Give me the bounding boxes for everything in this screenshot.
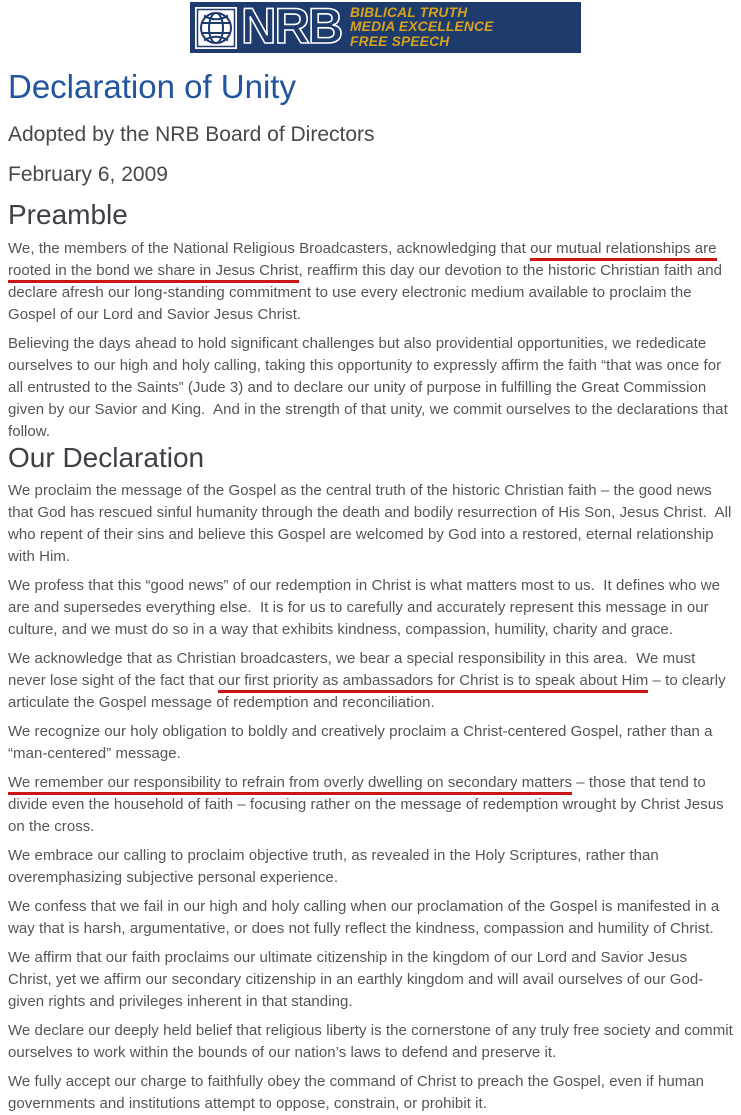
nrb-logo: [190, 2, 581, 53]
red-underlined-phrase: our mutual relationships are rooted in the bond we share in Jesus Christ: [8, 240, 717, 283]
text-run: , reaffirm this day our devotion to the historic Christian faith and declare afresh our long-standing commitment to use every electronic medium available to proclaim the Gospel of our Lord and Savior Jesus Christ.: [8, 262, 722, 323]
paragraph: [8, 333, 733, 443]
text-run: We recognize our holy obligation to boldly and creatively proclaim a Christ-centered Gospel, rather than a “man-centered” message.: [8, 723, 713, 762]
paragraph: [8, 845, 733, 889]
document-body: [8, 199, 733, 1115]
text-run: We fully accept our charge to faithfully obey the command of Christ to preach the Gospel, even if human governments and institutions attempt to oppose, constrain, or prohibit it.: [8, 1073, 705, 1112]
text-run: Believing the days ahead to hold significant challenges but also providential opportunities, we rededicate ourselves to our high and holy calling, taking this opportunity to expressly affirm the faith “that was once for all entrusted to the Saints” (Jude 3) and to declare our unity of purpose in fulfilling the Great Commission given by our Savior and King. And in the strength of that unity, we commit ourselves to the declarations that follow.: [8, 335, 728, 440]
text-run: We profess that this “good news” of our redemption in Christ is what matters most to us. It defines who we are and supersedes everything else. It is for us to carefully and accurately represent this message in our culture, and we must do so in a way that exhibits kindness, compassion, humility, charity and grace.: [8, 577, 721, 638]
nrb-tagline: [350, 6, 494, 50]
tagline-line-2: MEDIA EXCELLENCE: [350, 19, 494, 35]
red-underlined-phrase: our first priority as ambassadors for Christ is to speak about Him: [218, 672, 648, 693]
paragraph: [8, 238, 733, 326]
paragraph: [8, 772, 733, 838]
globe-icon: [194, 6, 238, 50]
paragraph: [8, 480, 733, 568]
red-underlined-phrase: We remember our responsibility to refrain from overly dwelling on secondary matters: [8, 774, 572, 795]
paragraph: [8, 1020, 733, 1064]
paragraph: [8, 896, 733, 940]
page-title: Declaration of Unity: [8, 68, 296, 105]
text-run: We acknowledge that as Christian broadcasters, we bear a special responsibility in this area. We must never lose sight of the fact that: [8, 650, 696, 689]
section-heading: Our Declaration: [8, 442, 205, 473]
tagline-line-1: BIBLICAL TRUTH: [350, 4, 468, 20]
text-run: We, the members of the National Religious Broadcasters, acknowledging that: [8, 240, 531, 257]
nrb-wordmark: NRB: [241, 0, 342, 54]
text-run: We confess that we fail in our high and holy calling when our proclamation of the Gospel is manifested in a way that is harsh, argumentative, or does not fully reflect the kindness, compassion and humility of Christ.: [8, 898, 720, 937]
tagline-line-3: FREE SPEECH: [350, 33, 450, 49]
paragraph: [8, 721, 733, 765]
paragraph: [8, 648, 733, 714]
document-date: February 6, 2009: [8, 163, 168, 186]
document-subtitle: Adopted by the NRB Board of Directors: [8, 123, 375, 146]
text-run: We affirm that our faith proclaims our ultimate citizenship in the kingdom of our Lord and Savior Jesus Christ, yet we affirm our secondary citizenship in an earthly kingdom and will avail ourselves of our God-given rights and privileges inherent in that standing.: [8, 949, 704, 1010]
text-run: – to clearly articulate the Gospel message of redemption and reconciliation.: [8, 672, 726, 711]
text-run: We declare our deeply held belief that religious liberty is the cornerstone of any truly free society and commit ourselves to work within the bounds of our nation’s laws to defend and preserve it.: [8, 1022, 733, 1061]
paragraph: [8, 1071, 733, 1115]
text-run: We embrace our calling to proclaim objective truth, as revealed in the Holy Scriptures, rather than overemphasizing subjective personal experience.: [8, 847, 659, 886]
paragraph: [8, 947, 733, 1013]
section-heading: Preamble: [8, 199, 128, 230]
text-run: We proclaim the message of the Gospel as the central truth of the historic Christian faith – the good news that God has rescued sinful humanity through the death and bodily resurrection of His Son, Jesus Christ. All who repent of their sins and believe this Gospel are welcomed by God into a restored, eternal relationship with Him.: [8, 482, 732, 565]
text-run: – those that tend to divide even the household of faith – focusing rather on the message of redemption wrought by Christ Jesus on the cross.: [8, 774, 724, 835]
paragraph: [8, 575, 733, 641]
